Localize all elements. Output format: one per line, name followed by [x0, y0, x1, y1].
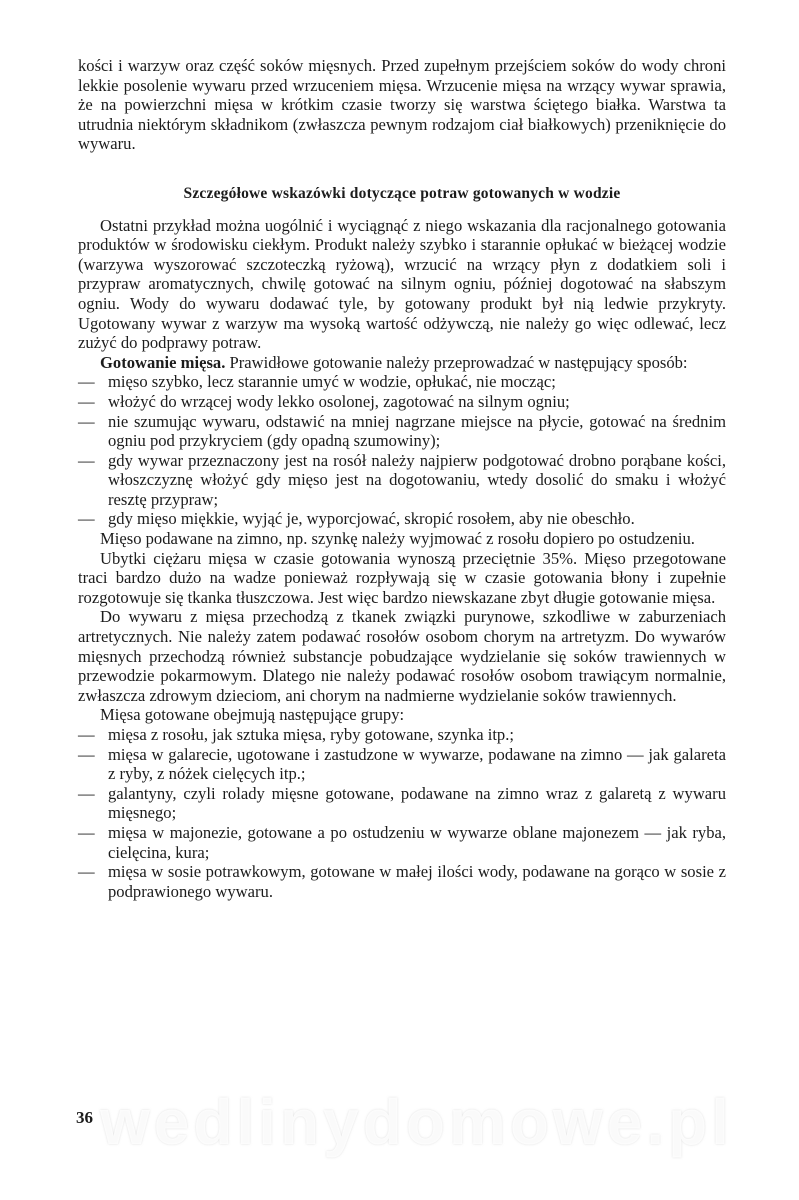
- weight-loss-paragraph: Ubytki ciężaru mięsa w czasie gotowania wynoszą przeciętnie 35%. Mięso przegotowane traci bardzo dużo na wadze ponieważ rozpływają się w czasie gotowania błony i zupełnie rozgotowuje się tkanka tłuszczowa. Jest więc bardzo niewskazane zbyt długie gotowanie mięsa.: [78, 548, 726, 607]
- list-item: — nie szumując wywaru, odstawić na mniej nagrzane miejsce na płycie, gotować na średnim ogniu pod przykryciem (gdy opadną szumowiny);: [78, 412, 726, 451]
- meat-steps-list: [78, 372, 726, 529]
- section-heading: Szczegółowe wskazówki dotyczące potraw gotowanych w wodzie: [183, 184, 621, 202]
- page-body: [78, 56, 726, 901]
- watermark: wedlinydomowe.pl: [100, 1086, 733, 1158]
- list-item: — gdy mięso miękkie, wyjąć je, wyporcjować, skropić rosołem, aby nie obeschło.: [78, 509, 726, 529]
- list-item: — włożyć do wrzącej wody lekko osolonej, zagotować na silnym ogniu;: [78, 392, 726, 412]
- list-item: — mięsa z rosołu, jak sztuka mięsa, ryby gotowane, szynka itp.;: [78, 725, 726, 745]
- general-paragraph: Ostatni przykład można uogólnić i wyciągnąć z niego wskazania dla racjonalnego gotowania produktów w środowisku ciekłym. Produkt należy szybko i starannie opłukać w bieżącej wodzie (warzywa wyszorować szczoteczką ryżową), wrzucić na wrzący płyn z dodatkiem soli i przypraw aromatycznych, chwilę gotować na silnym ogniu, później dogotować na słabszym ogniu. Wody do wywaru dodawać tyle, by gotowany produkt był nią ledwie przykryty. Ugotowany wywar z warzyw ma wysoką wartość odżywczą, nie należy go więc odlewać, lecz zużyć do podprawy potraw.: [78, 215, 726, 353]
- groups-intro: Mięsa gotowane obejmują następujące grupy:: [100, 705, 405, 725]
- page-number: 36: [76, 1108, 93, 1127]
- meat-paragraph: [78, 353, 726, 373]
- purine-paragraph: Do wywaru z mięsa przechodzą z tkanek związki purynowe, szkodliwe w zaburzeniach artretycznych. Nie należy zatem podawać rosołów osobom chorym na artretyzm. Do wywarów mięsnych przechodzą również substancje pobudzające wydzielanie się soków trawiennych w przewodzie pokarmowym. Dlatego nie należy podawać rosołów osobom trawiącym normalnie, zwłaszcza zdrowym dzieciom, ani chorym na nadmierne wydzielanie soków trawiennych.: [78, 607, 726, 705]
- meat-intro: Prawidłowe gotowanie należy przeprowadzać w następujący sposób:: [229, 352, 688, 372]
- list-item: — mięsa w galarecie, ugotowane i zastudzone w wywarze, podawane na zimno — jak galareta z ryby, z nóżek cielęcych itp.;: [78, 745, 726, 784]
- list-item: — galantyny, czyli rolady mięsne gotowane, podawane na zimno wraz z galaretą z wywaru mięsnego;: [78, 784, 726, 823]
- list-item: — mięso szybko, lecz starannie umyć w wodzie, opłukać, nie mocząc;: [78, 372, 726, 392]
- cold-meat-paragraph: Mięso podawane na zimno, np. szynkę należy wyjmować z rosołu dopiero po ostudzeniu.: [100, 529, 695, 549]
- list-item: — mięsa w sosie potrawkowym, gotowane w małej ilości wody, podawane na gorąco w sosie z podprawionego wywaru.: [78, 862, 726, 901]
- intro-paragraph: kości i warzyw oraz część soków mięsnych. Przed zupełnym przejściem soków do wody chroni lekkie posolenie wywaru przed wrzuceniem mięsa. Wrzucenie mięsa na wrzący wywar sprawia, że na powierzchni mięsa w krótkim czasie tworzy się warstwa ściętego białka. Warstwa ta utrudnia niektórym składnikom (zwłaszcza pewnym rodzajom ciał białkowych) przeniknięcie do wywaru.: [78, 56, 726, 154]
- list-item: — gdy wywar przeznaczony jest na rosół należy najpierw podgotować drobno porąbane kości, włoszczyznę włożyć gdy mięso jest na dogotowaniu, wtedy dosolić do smaku i włożyć resztę przypraw;: [78, 451, 726, 510]
- list-item: — mięsa w majonezie, gotowane a po ostudzeniu w wywarze oblane majonezem — jak ryba, cielęcina, kura;: [78, 823, 726, 862]
- groups-list: [78, 725, 726, 901]
- meat-lead: Gotowanie mięsa.: [100, 352, 226, 372]
